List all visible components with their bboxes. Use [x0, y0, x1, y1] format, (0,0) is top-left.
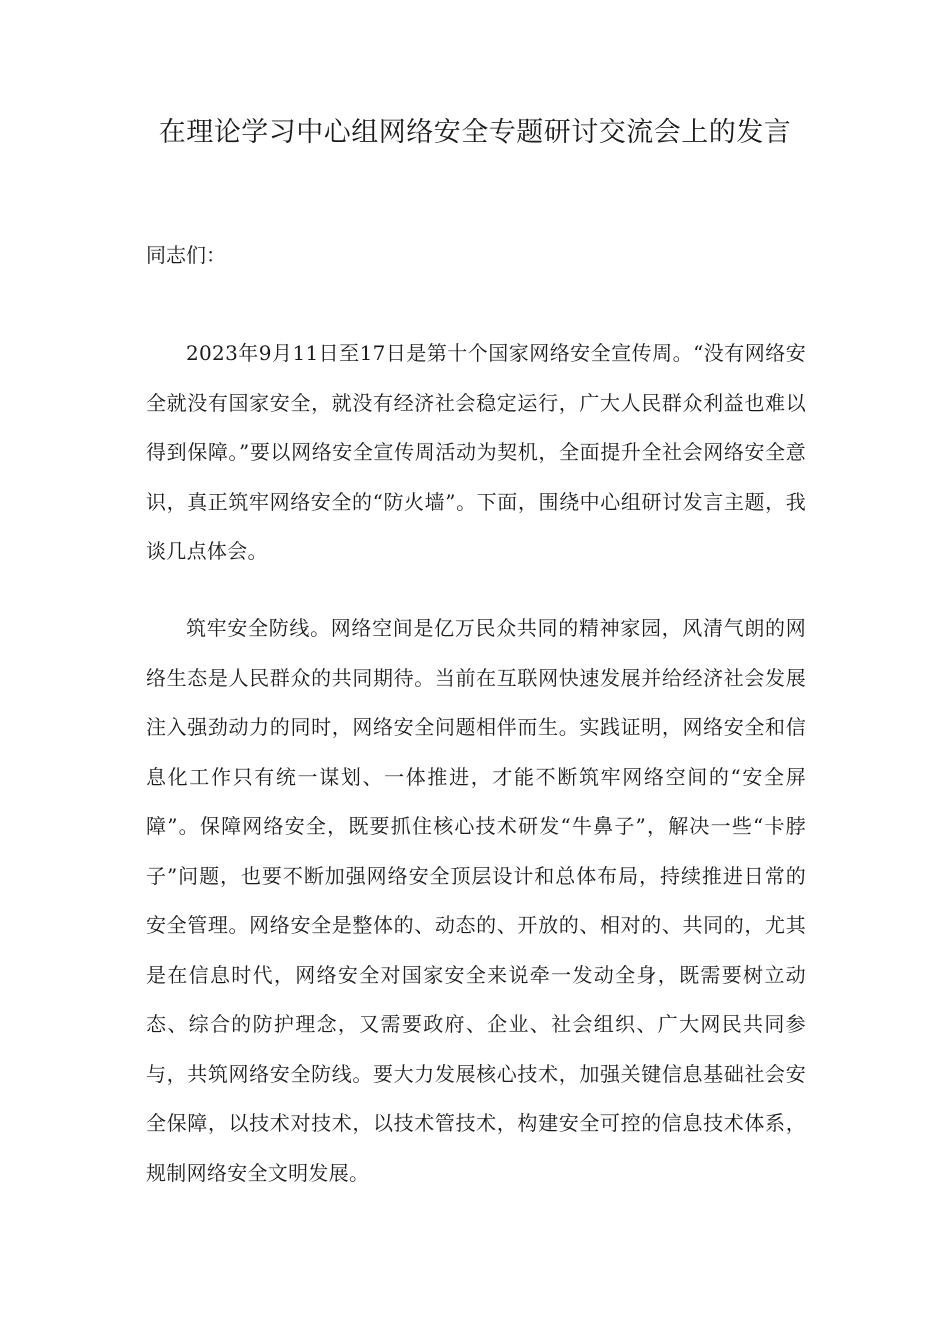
salutation: 同志们：: [146, 243, 226, 267]
document-title: 在理论学习中心组网络安全专题研讨交流会上的发言: [158, 117, 792, 148]
paragraph-intro: 2023年9月11日至17日是第十个国家网络安全宣传周。“没有网络安全就没有国家安全，就没有经济社会稳定运行，广大人民群众利益也难以得到保障。”要以网络安全宣传周活动为契机，全面提升全社会网络安全意识，真正筑牢网络安全的“防火墙”。下面，围绕中心组研讨发言主题，我谈几点体会。: [146, 341, 806, 563]
paragraph-security-defense: 筑牢安全防线。网络空间是亿万民众共同的精神家园，风清气朗的网络生态是人民群众的共同期待。当前在互联网快速发展并给经济社会发展注入强劲动力的同时，网络安全问题相伴而生。实践证明，网络安全和信息化工作只有统一谋划、一体推进，才能不断筑牢网络空间的“安全屏障”。保障网络安全，既要抓住核心技术研发“牛鼻子”，解决一些“卡脖子”问题，也要不断加强网络安全顶层设计和总体布局，持续推进日常的安全管理。网络安全是整体的、动态的、开放的、相对的、共同的，尤其是在信息时代，网络安全对国家安全来说牵一发动全身，既需要树立动态、综合的防护理念，又需要政府、企业、社会组织、广大网民共同参与，共筑网络安全防线。要大力发展核心技术，加强关键信息基础社会安全保障，以技术对技术，以技术管技术，构建安全可控的信息技术体系，规制网络安全文明发展。: [146, 616, 806, 1185]
